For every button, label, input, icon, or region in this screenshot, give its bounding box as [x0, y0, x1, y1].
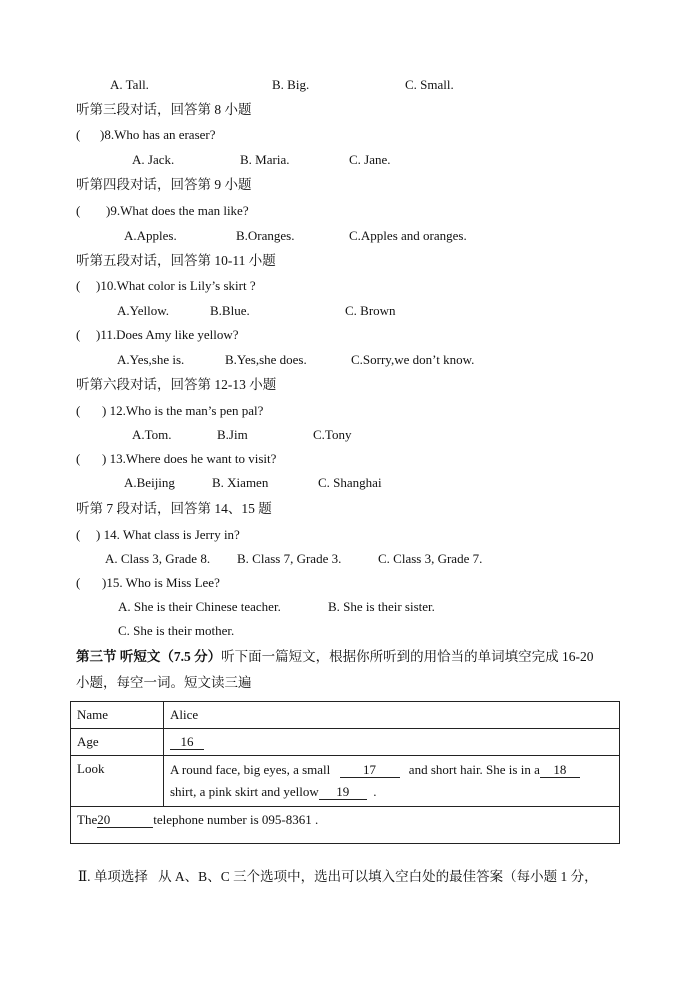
option-c: C.Tony [313, 427, 352, 442]
option-a: A. Tall. [110, 77, 149, 92]
option-c: C.Sorry,we don’t know. [351, 352, 475, 367]
part3-instruction-2: 小题，每空一词。短文读三遍 [76, 675, 252, 690]
option-c: C. Shanghai [318, 475, 382, 490]
paren-close: ) [102, 403, 107, 418]
blank-16: 16 [170, 734, 204, 750]
answer-paren: ( [76, 127, 81, 142]
section-heading: 听第四段对话，回答第 9 小题 [76, 177, 252, 192]
option-b: B.Yes,she does. [225, 352, 307, 367]
section2-numeral: Ⅱ. [78, 869, 91, 884]
look-text-3: shirt, a pink skirt and yellow [170, 784, 319, 799]
option-a: A.Beijing [124, 475, 175, 490]
table-row [71, 756, 620, 807]
option-b: B. She is their sister. [328, 599, 435, 614]
question-text: 13.Where does he want to visit? [109, 451, 277, 466]
look-label: Look [71, 756, 164, 807]
option-c: C. She is their mother. [118, 623, 235, 638]
answer-paren: ( [76, 451, 81, 466]
age-label: Age [71, 729, 164, 756]
question-9 [76, 202, 249, 220]
paren-close: ) [106, 203, 111, 218]
question-text: 11.Does Amy like yellow? [100, 327, 239, 342]
option-c: C.Apples and oranges. [349, 228, 467, 243]
section-heading: 听第三段对话，回答第 8 小题 [76, 102, 252, 117]
age-cell [164, 729, 620, 756]
section-heading: 听第六段对话，回答第 12-13 小题 [76, 377, 277, 392]
question-text: 8.Who has an eraser? [104, 127, 216, 142]
option-a: A.Tom. [132, 427, 172, 442]
question-12 [76, 402, 263, 420]
section-heading: 听第 7 段对话，回答第 14、15 题 [76, 501, 272, 516]
option-a: A.Yellow. [117, 303, 170, 318]
option-b: B. Class 7, Grade 3. [237, 551, 342, 566]
part3-instruction [76, 648, 594, 666]
question-text: 15. Who is Miss Lee? [106, 575, 220, 590]
paren-close: ) [96, 278, 101, 293]
answer-paren: ( [76, 203, 81, 218]
phone-text-2: telephone number is 095-8361 . [153, 812, 319, 827]
part3-instruction-1: 听下面一篇短文，根据你所听到的用恰当的单词填空完成 16-20 [221, 649, 594, 664]
option-c: C. Brown [345, 303, 396, 318]
paren-close: ) [102, 575, 107, 590]
option-c: C. Jane. [349, 152, 391, 167]
phone-cell [71, 807, 620, 844]
name-value: Alice [164, 702, 620, 729]
option-b: B. Maria. [240, 152, 290, 167]
look-cell [164, 756, 620, 807]
paren-close: ) [96, 527, 101, 542]
name-label: Name [71, 702, 164, 729]
option-b: B. Big. [272, 77, 310, 92]
blank-19: 19 [319, 784, 367, 800]
paren-close: ) [102, 451, 107, 466]
info-table [70, 701, 620, 844]
question-text: 12.Who is the man’s pen pal? [109, 403, 264, 418]
question-10 [76, 277, 256, 295]
option-b: B. Xiamen [212, 475, 269, 490]
look-text-1: A round face, big eyes, a small [170, 762, 331, 777]
question-14 [76, 526, 240, 544]
question-text: 14. What class is Jerry in? [103, 527, 240, 542]
blank-17: 17 [340, 762, 400, 778]
table-row [71, 729, 620, 756]
option-a: A.Apples. [124, 228, 177, 243]
table-row [71, 702, 620, 729]
question-15 [76, 574, 220, 592]
option-c: C. Class 3, Grade 7. [378, 551, 483, 566]
question-text: 9.What does the man like? [110, 203, 249, 218]
section2-title: 单项选择 [93, 869, 148, 884]
blank-20: 20 [97, 812, 153, 828]
section2-text: 从 A、B、C 三个选项中，选出可以填入空白处的最佳答案（每小题 1 分， [158, 869, 598, 884]
option-a: A. She is their Chinese teacher. [118, 599, 281, 614]
answer-paren: ( [76, 575, 81, 590]
paren-close: ) [96, 327, 101, 342]
look-text-2: and short hair. She is in a [408, 762, 540, 777]
blank-18: 18 [540, 762, 580, 778]
question-11 [76, 326, 239, 344]
table-row [71, 807, 620, 844]
option-b: B.Oranges. [236, 228, 295, 243]
option-a: A.Yes,she is. [117, 352, 185, 367]
question-text: 10.What color is Lily’s skirt ? [100, 278, 256, 293]
option-a: A. Jack. [132, 152, 175, 167]
answer-paren: ( [76, 278, 81, 293]
option-a: A. Class 3, Grade 8. [105, 551, 211, 566]
question-13 [76, 450, 276, 468]
look-text-4: . [373, 784, 377, 799]
option-b: B.Blue. [210, 303, 250, 318]
option-b: B.Jim [217, 427, 248, 442]
answer-paren: ( [76, 327, 81, 342]
answer-paren: ( [76, 403, 81, 418]
answer-paren: ( [76, 527, 81, 542]
paren-close: ) [100, 127, 105, 142]
section2-heading [78, 868, 598, 886]
question-8 [76, 126, 216, 144]
part3-title: 第三节 听短文（7.5 分） [76, 649, 222, 664]
option-c: C. Small. [405, 77, 454, 92]
phone-text-1: The [77, 812, 98, 827]
section-heading: 听第五段对话，回答第 10-11 小题 [76, 253, 276, 268]
